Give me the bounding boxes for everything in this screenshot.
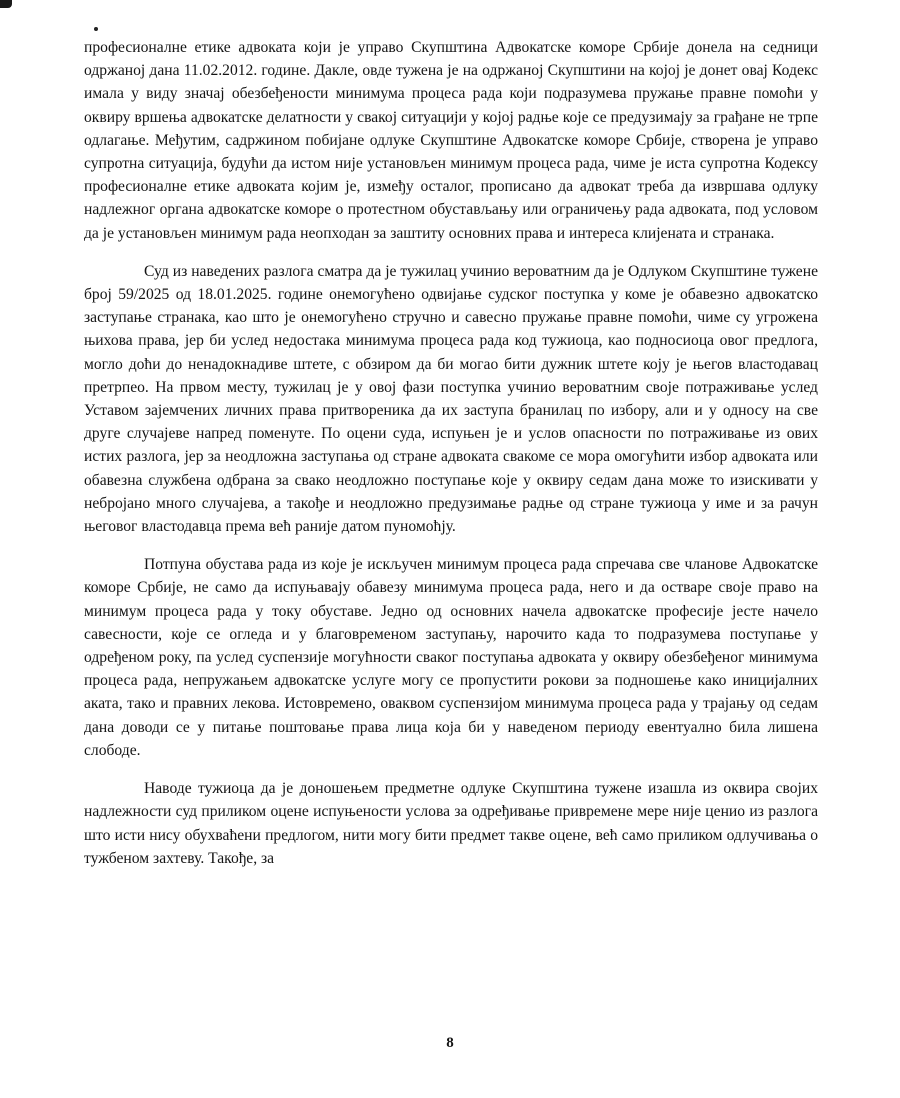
scan-edge-mark [0,0,12,8]
paragraph-2: Суд из наведених разлога сматра да је тужилац учинио вероватним да је Одлуком Скупштине тужене број 59/2025 од 18.01.2025. године онемогућено одвијање судског поступка у коме је обавезно адвокатско заступање странака, као што је онемогућено стручно и савесно пружање правне помоћи, чиме су угрожена њихова права, јер би услед недостака минимума процеса рада код тужиоца, као подносиоца овог предлога, могло доћи до ненадокнадиве штете, с обзиром да би могао бити дужник штете коју је његов властодавац претрпео. На првом месту, тужилац је у овој фази поступка учинио вероватним своје потраживање услед Уставом зајемчених личних права притвореника да их заступа бранилац по избору, али и у односу на све друге случајеве напред поменуте. По оцени суда, испуњен је и услов опасности по потраживање из ових истих разлога, јер за неодложна заступања од стране адвоката свакоме се мора омогућити избор адвоката или обавезна службена одбрана за свако неодложно поступање које у оквиру седам дана може то изискивати у небројано много случајева, а такође и неодложно предузимање радње од стране тужиоца у име и за рачун његовог властодавца према већ раније датом пуномоћју. [84,262,818,536]
paragraph-4: Наводе тужиоца да је доношењем предметне одлуке Скупштина тужене изашла из оквира својих надлежности суд приликом оцене испуњености услова за одређивање привремене мере није ценио из разлога што исти нису обухваћени предлогом, нити могу бити предмет такве оцене, већ само приликом одлучивања о тужбеном захтеву. Такође, за [84,780,818,867]
margin-dot-mark [94,27,98,31]
document-body [84,36,818,870]
paragraph-1-continued: професионалне етике адвоката који је управо Скупштина Адвокатске коморе Србије донела на седници одржаној дана 11.02.2012. године. Дакле, овде тужена је на одржаној Скупштини на којој је донет овај Кодекс имала у виду значај обезбеђености минимума процеса рада који подразумева пружање правне помоћи у оквиру вршења адвокатске делатности у свакој ситуацији у којој радње које се предузимају за грађане не трпе одлагање. Међутим, садржином побијане одлуке Скупштине Адвокатске коморе Србије, створена је управо супротна ситуација, будући да истом није установљен минимум процеса рада, чиме је иста супротна Кодексу професионалне етике адвоката којим је, између осталог, прописано да адвокат треба да извршава одлуку надлежног органа адвокатске коморе о протестном обустављању или ограничењу рада адвоката, под условом да је установљен минимум рада неопходан за заштиту основних права и интереса клијената и странака. [84,39,818,242]
paragraph-3: Потпуна обустава рада из које је искључен минимум процеса рада спречава све чланове Адвокатске коморе Србије, не само да испуњавају обавезу минимума процеса рада, него и да остваре своје право на минимум процеса рада у току обуставе. Једно од основних начела адвокатске професије јесте начело савесности, које се огледа и у благовременом заступању, нарочито када то подразумева поступање у одређеном року, па услед суспензије могућности сваког поступања адвоката у оквиру обезбеђеног минимума процеса рада, непружањем адвокатске услуге могу се пропустити рокови за подношење како иницијалних аката, тако и правних лекова. Истовремено, оваквом суспензијом минимума процеса рада у трајању од седам дана доводи се у питање поштовање права лица која би у наведеном периоду евентуално била лишена слободе. [84,556,818,759]
page-number: 8 [446,1035,454,1051]
